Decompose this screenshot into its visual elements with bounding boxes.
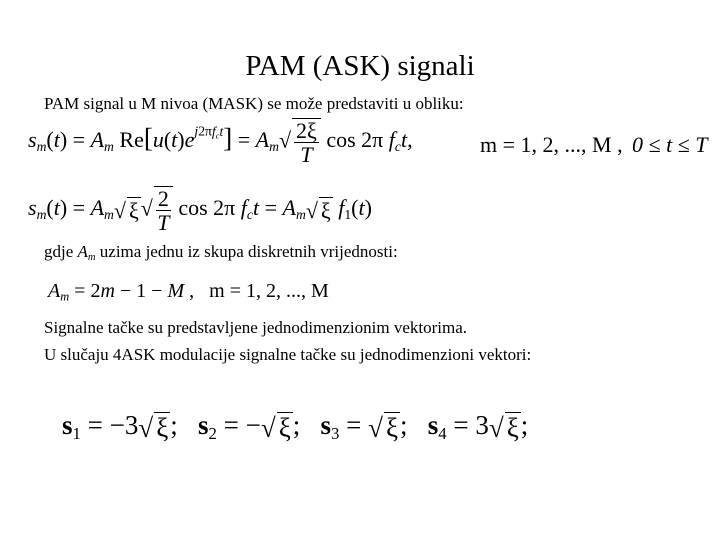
- equation-amplitude-values: $A_m = 2m - 1 - M$ , m = 1, 2, ..., M: [48, 280, 329, 304]
- signal-point-2: $s_2$ = −√ ξ;: [198, 410, 301, 444]
- slide-title: PAM (ASK) signali: [245, 50, 475, 82]
- vector-description-1: Signalne tačke su predstavljene jednodimenzionim vektorima.: [44, 318, 467, 337]
- amplitude-description: gdje $A_m$ uzima jednu iz skupa diskretnih vrijednosti:: [44, 242, 398, 264]
- signal-point-4: $s_4 = 3√$ ξ;: [427, 410, 529, 444]
- intro-text: PAM signal u M nivoa (MASK) se može predstaviti u obliku:: [44, 94, 464, 113]
- equation-time-range: 0 ≤ t ≤ T: [632, 132, 708, 157]
- equation-basis-form: $s_m(t) = A_m√$ ξ√ $\frac{2}{T}$ cos 2π $f_ct = A_m√$ ξ $f_1(t)$: [28, 186, 372, 236]
- signal-point-3: $s_3$ = √ ξ;: [320, 410, 408, 444]
- equation-signal-definition: $s_m(t) = A_m$ $Re[u(t)e^{j2\pi f_ct}] = A_m√$ $\frac{2\xi}{T}$ cos 2π $f_ct$,: [28, 118, 413, 168]
- equation-index-range: m = 1, 2, ..., M ,: [480, 132, 623, 157]
- signal-point-1: $s_1 = -3√$ ξ;: [62, 410, 178, 444]
- vector-description-2: U slučaju 4ASK modulacije signalne tačke su jednodimenzioni vektori:: [44, 345, 532, 364]
- signal-points: [62, 410, 528, 444]
